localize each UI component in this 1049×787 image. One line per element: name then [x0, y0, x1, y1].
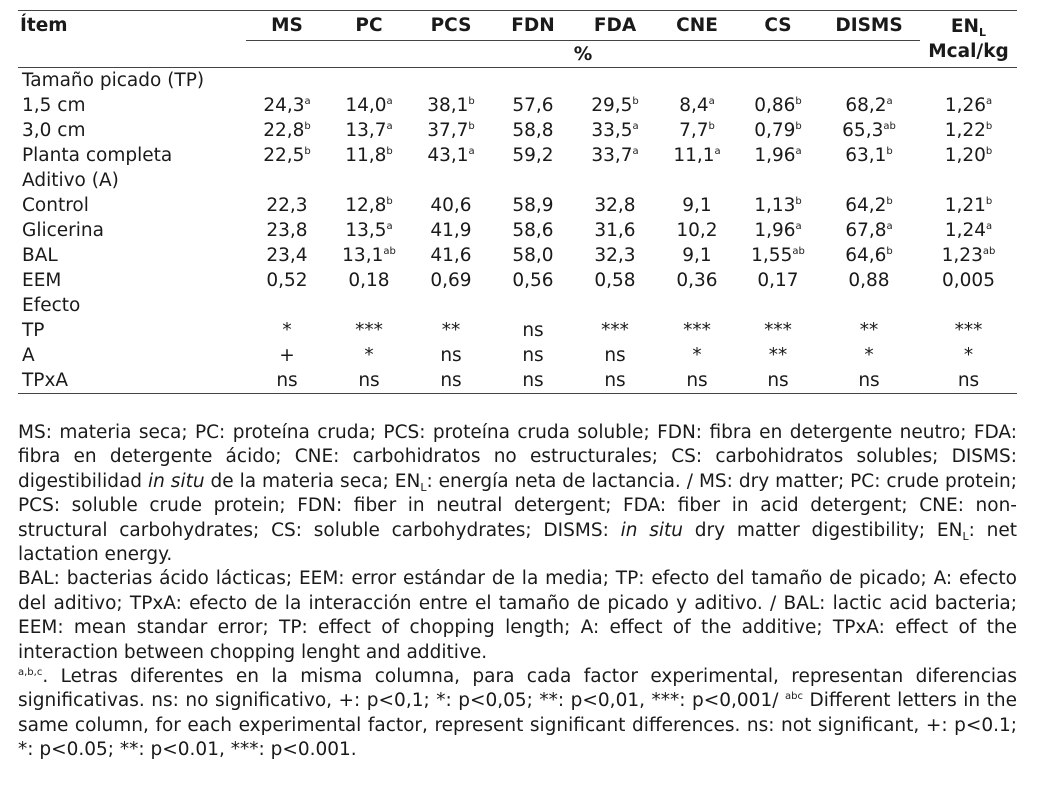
table-row — [18, 243, 1017, 268]
table-cell — [328, 93, 410, 118]
cell-significance-letter: b — [795, 96, 802, 107]
cell-value: 1,20 — [944, 145, 986, 166]
table-cell — [492, 93, 574, 118]
table-cell — [410, 318, 492, 343]
cell-value: 11,8 — [345, 145, 387, 166]
table-cell — [328, 318, 410, 343]
table-cell — [818, 368, 920, 394]
cell-value: 0,36 — [676, 270, 718, 291]
table-cell — [818, 143, 920, 168]
cell-value: 1,22 — [944, 120, 986, 141]
table-cell — [410, 268, 492, 293]
table-cell — [818, 118, 920, 143]
table-cell — [656, 293, 738, 318]
cell-value: + — [279, 345, 295, 366]
row-label: EEM — [22, 270, 62, 291]
table-cell — [574, 68, 656, 94]
table-cell — [328, 118, 410, 143]
table-cell — [738, 243, 818, 268]
table-cell — [492, 218, 574, 243]
cell-value: ns — [858, 370, 880, 391]
cell-value: 38,1 — [427, 95, 469, 116]
cell-value: 58,6 — [512, 220, 554, 241]
cell-value: 1,13 — [754, 195, 796, 216]
row-label: A — [22, 345, 35, 366]
cell-significance-letter: b — [386, 196, 393, 207]
table-cell — [738, 343, 818, 368]
cell-significance-letter: b — [795, 121, 802, 132]
cell-value: 1,21 — [944, 195, 986, 216]
header-col-en — [920, 11, 1017, 68]
table-cell — [920, 218, 1017, 243]
row-label: 3,0 cm — [22, 120, 86, 141]
table-cell — [246, 218, 328, 243]
cell-value: 24,3 — [263, 95, 305, 116]
row-label: Tamaño picado (TP) — [22, 70, 205, 91]
cell-value: ** — [441, 320, 461, 341]
cell-value: 59,2 — [512, 145, 554, 166]
table-cell — [574, 218, 656, 243]
table-cell — [246, 93, 328, 118]
cell-significance-letter: b — [886, 146, 893, 157]
table-cell — [818, 218, 920, 243]
cell-value: ns — [522, 320, 544, 341]
header-col-cne: CNE — [656, 11, 738, 41]
cell-value: 0,69 — [430, 270, 472, 291]
table-cell — [920, 368, 1017, 394]
table-row — [18, 293, 1017, 318]
table-cell — [818, 343, 920, 368]
table-body — [18, 68, 1017, 394]
table-cell — [246, 268, 328, 293]
header-col-pc: PC — [328, 11, 410, 41]
cell-value: 65,3 — [842, 120, 884, 141]
table-cell — [920, 118, 1017, 143]
table-cell — [410, 243, 492, 268]
header-en-unit: Mcal/kg — [928, 41, 1009, 62]
table-cell — [492, 168, 574, 193]
cell-value: ns — [522, 370, 544, 391]
cell-significance-letter: ab — [383, 246, 396, 257]
cell-value: 13,5 — [345, 220, 387, 241]
cell-significance-letter: b — [386, 146, 393, 157]
header-row — [18, 11, 1017, 41]
table-cell — [656, 143, 738, 168]
table-cell — [410, 193, 492, 218]
cell-value: 64,2 — [845, 195, 887, 216]
cell-value: 22,3 — [266, 195, 308, 216]
footnote-bal: BAL: bacterias ácido lácticas; EEM: error estándar de la media; TP: efecto del tamaño de picado; A: efecto del aditivo; TPxA: efecto de la interacción entre el tamaño de picado y aditivo. / BAL: lactic acid bacteria; EEM: mean standar error; TP: effect of chopping length; A: effect of the additive; TPxA: effect of the interaction between chopping lenght and additive. — [18, 568, 1017, 663]
cell-value: 7,7 — [679, 120, 709, 141]
cell-value: 12,8 — [345, 195, 387, 216]
cell-value: 41,6 — [430, 245, 472, 266]
table-cell — [328, 193, 410, 218]
cell-value: 9,1 — [682, 195, 712, 216]
cell-significance-letter: b — [985, 121, 993, 132]
row-label: 1,5 cm — [22, 95, 86, 116]
cell-value: 0,18 — [348, 270, 390, 291]
row-label: Control — [22, 195, 89, 216]
cell-significance-letter: a — [632, 121, 639, 132]
cell-significance-letter: b — [708, 121, 715, 132]
cell-value: 13,7 — [345, 120, 387, 141]
cell-value: *** — [601, 320, 629, 341]
table-cell — [656, 68, 738, 94]
cell-value: ** — [768, 345, 788, 366]
cell-value: 0,52 — [266, 270, 308, 291]
cell-value: 40,6 — [430, 195, 472, 216]
table-cell — [920, 293, 1017, 318]
header-en-main: EN — [950, 16, 980, 37]
row-label: Planta completa — [22, 145, 173, 166]
cell-value: 0,005 — [942, 270, 995, 291]
cell-value: 1,55 — [751, 245, 793, 266]
table-cell — [920, 93, 1017, 118]
cell-value: 8,4 — [679, 95, 709, 116]
table-cell — [492, 293, 574, 318]
table-cell — [656, 343, 738, 368]
table-cell — [574, 243, 656, 268]
table-cell — [738, 268, 818, 293]
cell-significance-letter: a — [632, 146, 639, 157]
cell-significance-letter: a — [886, 96, 893, 107]
table-cell — [656, 218, 738, 243]
table-cell — [818, 193, 920, 218]
table-cell — [738, 68, 818, 94]
table-cell — [656, 318, 738, 343]
cell-significance-letter: a — [986, 96, 993, 107]
table-cell — [738, 168, 818, 193]
table-cell — [656, 168, 738, 193]
cell-significance-letter: a — [386, 221, 393, 232]
cell-value: ns — [276, 370, 298, 391]
table-cell — [492, 143, 574, 168]
table-cell — [410, 68, 492, 94]
table-cell — [410, 93, 492, 118]
cell-significance-letter: ab — [982, 246, 996, 257]
cell-value: 68,2 — [845, 95, 887, 116]
header-unit-row — [18, 41, 1017, 68]
table-row — [18, 268, 1017, 293]
table-cell — [328, 68, 410, 94]
table-cell — [574, 343, 656, 368]
table-cell — [574, 268, 656, 293]
cell-value: 1,96 — [754, 220, 796, 241]
table-cell — [656, 93, 738, 118]
table-cell — [574, 293, 656, 318]
header-col-pcs: PCS — [410, 11, 492, 41]
cell-value: 9,1 — [682, 245, 712, 266]
table-cell — [410, 218, 492, 243]
table-cell — [574, 118, 656, 143]
cell-significance-letter: a — [468, 146, 475, 157]
table-cell — [818, 93, 920, 118]
cell-value: 58,9 — [512, 195, 554, 216]
cell-value: 0,56 — [512, 270, 554, 291]
cell-significance-letter: b — [886, 246, 893, 257]
table-cell — [328, 243, 410, 268]
cell-value: 0,17 — [757, 270, 799, 291]
table-cell — [492, 118, 574, 143]
cell-significance-letter: b — [468, 96, 475, 107]
header-col-fdn: FDN — [492, 11, 574, 41]
cell-significance-letter: b — [468, 121, 475, 132]
cell-value: 58,0 — [512, 245, 554, 266]
table-cell — [328, 268, 410, 293]
table-cell — [920, 343, 1017, 368]
table-cell — [246, 343, 328, 368]
table-cell — [920, 168, 1017, 193]
table-cell — [920, 193, 1017, 218]
header-col-fda: FDA — [574, 11, 656, 41]
table-cell — [328, 218, 410, 243]
header-col-ms: MS — [246, 11, 328, 41]
table-row — [18, 193, 1017, 218]
cell-value: * — [963, 345, 974, 366]
cell-significance-letter: b — [886, 196, 893, 207]
table-cell — [738, 318, 818, 343]
cell-significance-letter: a — [386, 96, 393, 107]
cell-value: 23,4 — [266, 245, 308, 266]
cell-value: 23,8 — [266, 220, 308, 241]
table-cell — [656, 118, 738, 143]
table-row — [18, 368, 1017, 394]
footnote-significance: $^{a,b,c}$. Letras diferentes en la misma columna, para cada factor experimental, representan diferencias significativas. ns: no significativo, +: p<0,1; *: p<0,05; **: p<0,01, ***: p<0,001/ $^{abc}$ Different letters in the same column, for each experimental factor, represent significant differences. ns: not significant, +: p<0.1; *: p<0.05; **: p<0.01, ***: p<0.001. — [18, 666, 1018, 761]
table-cell — [410, 168, 492, 193]
table-cell — [920, 143, 1017, 168]
table-cell — [574, 193, 656, 218]
cell-value: ns — [957, 370, 980, 391]
cell-value: ns — [358, 370, 380, 391]
cell-significance-letter: a — [795, 146, 802, 157]
table-cell — [574, 318, 656, 343]
cell-value: ns — [767, 370, 789, 391]
cell-significance-letter: a — [714, 146, 721, 157]
table-cell — [410, 118, 492, 143]
table-row — [18, 118, 1017, 143]
row-label: Glicerina — [22, 220, 104, 241]
cell-value: ns — [686, 370, 708, 391]
table-cell — [246, 368, 328, 394]
cell-significance-letter: b — [304, 121, 311, 132]
cell-value: 10,2 — [676, 220, 718, 241]
cell-value: 14,0 — [345, 95, 387, 116]
cell-value: *** — [683, 320, 711, 341]
cell-value: ** — [859, 320, 879, 341]
cell-value: 32,3 — [594, 245, 636, 266]
table-cell — [574, 168, 656, 193]
table-cell — [246, 193, 328, 218]
table-cell — [920, 318, 1017, 343]
table-cell — [246, 293, 328, 318]
table-row — [18, 93, 1017, 118]
table-cell — [246, 168, 328, 193]
table-cell — [492, 68, 574, 94]
table-cell — [818, 168, 920, 193]
cell-value: 29,5 — [591, 95, 633, 116]
cell-value: 33,7 — [591, 145, 633, 166]
cell-value: 43,1 — [427, 145, 469, 166]
table-cell — [410, 343, 492, 368]
cell-significance-letter: a — [795, 221, 802, 232]
table-cell — [920, 68, 1017, 94]
table-cell — [738, 143, 818, 168]
cell-value: 0,86 — [754, 95, 796, 116]
cell-value: 37,7 — [427, 120, 469, 141]
table-cell — [818, 268, 920, 293]
table-cell — [328, 168, 410, 193]
table-cell — [246, 243, 328, 268]
table-cell — [656, 368, 738, 394]
table-cell — [328, 368, 410, 394]
cell-value: * — [864, 345, 874, 366]
table-cell — [574, 368, 656, 394]
header-col-cs: CS — [738, 11, 818, 41]
cell-value: 57,6 — [512, 95, 554, 116]
table-row — [18, 168, 1017, 193]
table-cell — [818, 243, 920, 268]
table-cell — [818, 68, 920, 94]
table-cell — [410, 368, 492, 394]
cell-value: 41,9 — [430, 220, 472, 241]
table-cell — [574, 143, 656, 168]
table-cell — [492, 243, 574, 268]
header-percent: % — [246, 41, 920, 68]
cell-significance-letter: b — [985, 196, 993, 207]
cell-value: 63,1 — [845, 145, 887, 166]
row-label: Efecto — [22, 295, 81, 316]
cell-value: 32,8 — [594, 195, 636, 216]
cell-value: 1,96 — [754, 145, 796, 166]
cell-value: 22,5 — [263, 145, 305, 166]
cell-significance-letter: a — [304, 96, 311, 107]
cell-significance-letter: ab — [792, 246, 805, 257]
table-row — [18, 318, 1017, 343]
table-cell — [738, 118, 818, 143]
cell-value: * — [692, 345, 702, 366]
cell-value: ns — [604, 345, 626, 366]
cell-significance-letter: a — [708, 96, 715, 107]
cell-value: 64,6 — [845, 245, 887, 266]
table-row — [18, 343, 1017, 368]
table-cell — [920, 243, 1017, 268]
header-en-sub: L — [979, 26, 987, 39]
cell-significance-letter: a — [986, 221, 993, 232]
cell-significance-letter: b — [795, 196, 802, 207]
table-cell — [246, 143, 328, 168]
cell-value: 13,1 — [342, 245, 384, 266]
cell-value: 31,6 — [594, 220, 636, 241]
header-col-disms: DISMS — [818, 11, 920, 41]
cell-value: * — [282, 320, 292, 341]
cell-value: ns — [440, 370, 462, 391]
table-cell — [246, 318, 328, 343]
table-cell — [492, 318, 574, 343]
table-row — [18, 218, 1017, 243]
table-row — [18, 68, 1017, 94]
cell-significance-letter: b — [985, 146, 993, 157]
cell-value: 33,5 — [591, 120, 633, 141]
row-label: TP — [22, 320, 45, 341]
table-cell — [492, 193, 574, 218]
table-cell — [818, 318, 920, 343]
cell-value: *** — [355, 320, 383, 341]
table-cell — [574, 93, 656, 118]
cell-value: 1,26 — [944, 95, 987, 116]
cell-value: 11,1 — [673, 145, 715, 166]
cell-value: 58,8 — [512, 120, 554, 141]
table-cell — [656, 193, 738, 218]
table-row — [18, 143, 1017, 168]
row-label: Aditivo (A) — [22, 170, 119, 191]
table-cell — [738, 193, 818, 218]
footnote-abbreviations: MS: materia seca; PC: proteína cruda; PCS: proteína cruda soluble; FDN: fibra en detergente neutro; FDA: fibra en detergente ácido; CNE: carbohidratos no estructurales; CS: carbohidratos solubles; DISMS: digestibilidad in situ de la materia seca; $EN_L$: energía neta de lactancia. / MS: dry matter; PC: crude protein; PCS: soluble crude protein; FDN: fiber in neutral detergent; FDA: fiber in acid detergent; CNE: non-structural carbohydrates; CS: soluble carbohydrates; DISMS: in situ dry matter digestibility; $EN_L$: net lactation energy. — [18, 422, 1017, 566]
row-label: BAL — [22, 245, 58, 266]
table-cell — [246, 68, 328, 94]
cell-value: 0,88 — [848, 270, 890, 291]
cell-significance-letter: b — [632, 96, 639, 107]
cell-value: ns — [522, 345, 544, 366]
table-cell — [492, 268, 574, 293]
row-label: TPxA — [18, 368, 246, 394]
table-cell — [656, 243, 738, 268]
table-cell — [328, 343, 410, 368]
table-footnotes — [18, 421, 1017, 763]
table-cell — [246, 118, 328, 143]
table-cell — [818, 293, 920, 318]
cell-value: 67,8 — [845, 220, 887, 241]
cell-value: 22,8 — [263, 120, 305, 141]
cell-significance-letter: b — [304, 146, 311, 157]
table-cell — [410, 143, 492, 168]
cell-significance-letter: ab — [883, 121, 896, 132]
cell-value: 0,58 — [594, 270, 636, 291]
cell-value: *** — [954, 320, 983, 341]
table-cell — [328, 293, 410, 318]
cell-significance-letter: a — [886, 221, 893, 232]
cell-value: 1,23 — [941, 245, 983, 266]
table-cell — [410, 293, 492, 318]
table-cell — [738, 368, 818, 394]
table-cell — [920, 268, 1017, 293]
cell-significance-letter: a — [386, 121, 393, 132]
cell-value: ns — [440, 345, 462, 366]
table-cell — [656, 268, 738, 293]
cell-value: 1,24 — [944, 220, 987, 241]
table-cell — [738, 93, 818, 118]
results-table — [18, 10, 1017, 394]
table-cell — [738, 293, 818, 318]
header-item: Ítem — [18, 11, 246, 41]
cell-value: 0,79 — [754, 120, 796, 141]
cell-value: * — [364, 345, 374, 366]
table-cell — [492, 368, 574, 394]
table-cell — [738, 218, 818, 243]
table-cell — [328, 143, 410, 168]
cell-value: ns — [604, 370, 626, 391]
table-cell — [492, 343, 574, 368]
cell-value: *** — [764, 320, 792, 341]
